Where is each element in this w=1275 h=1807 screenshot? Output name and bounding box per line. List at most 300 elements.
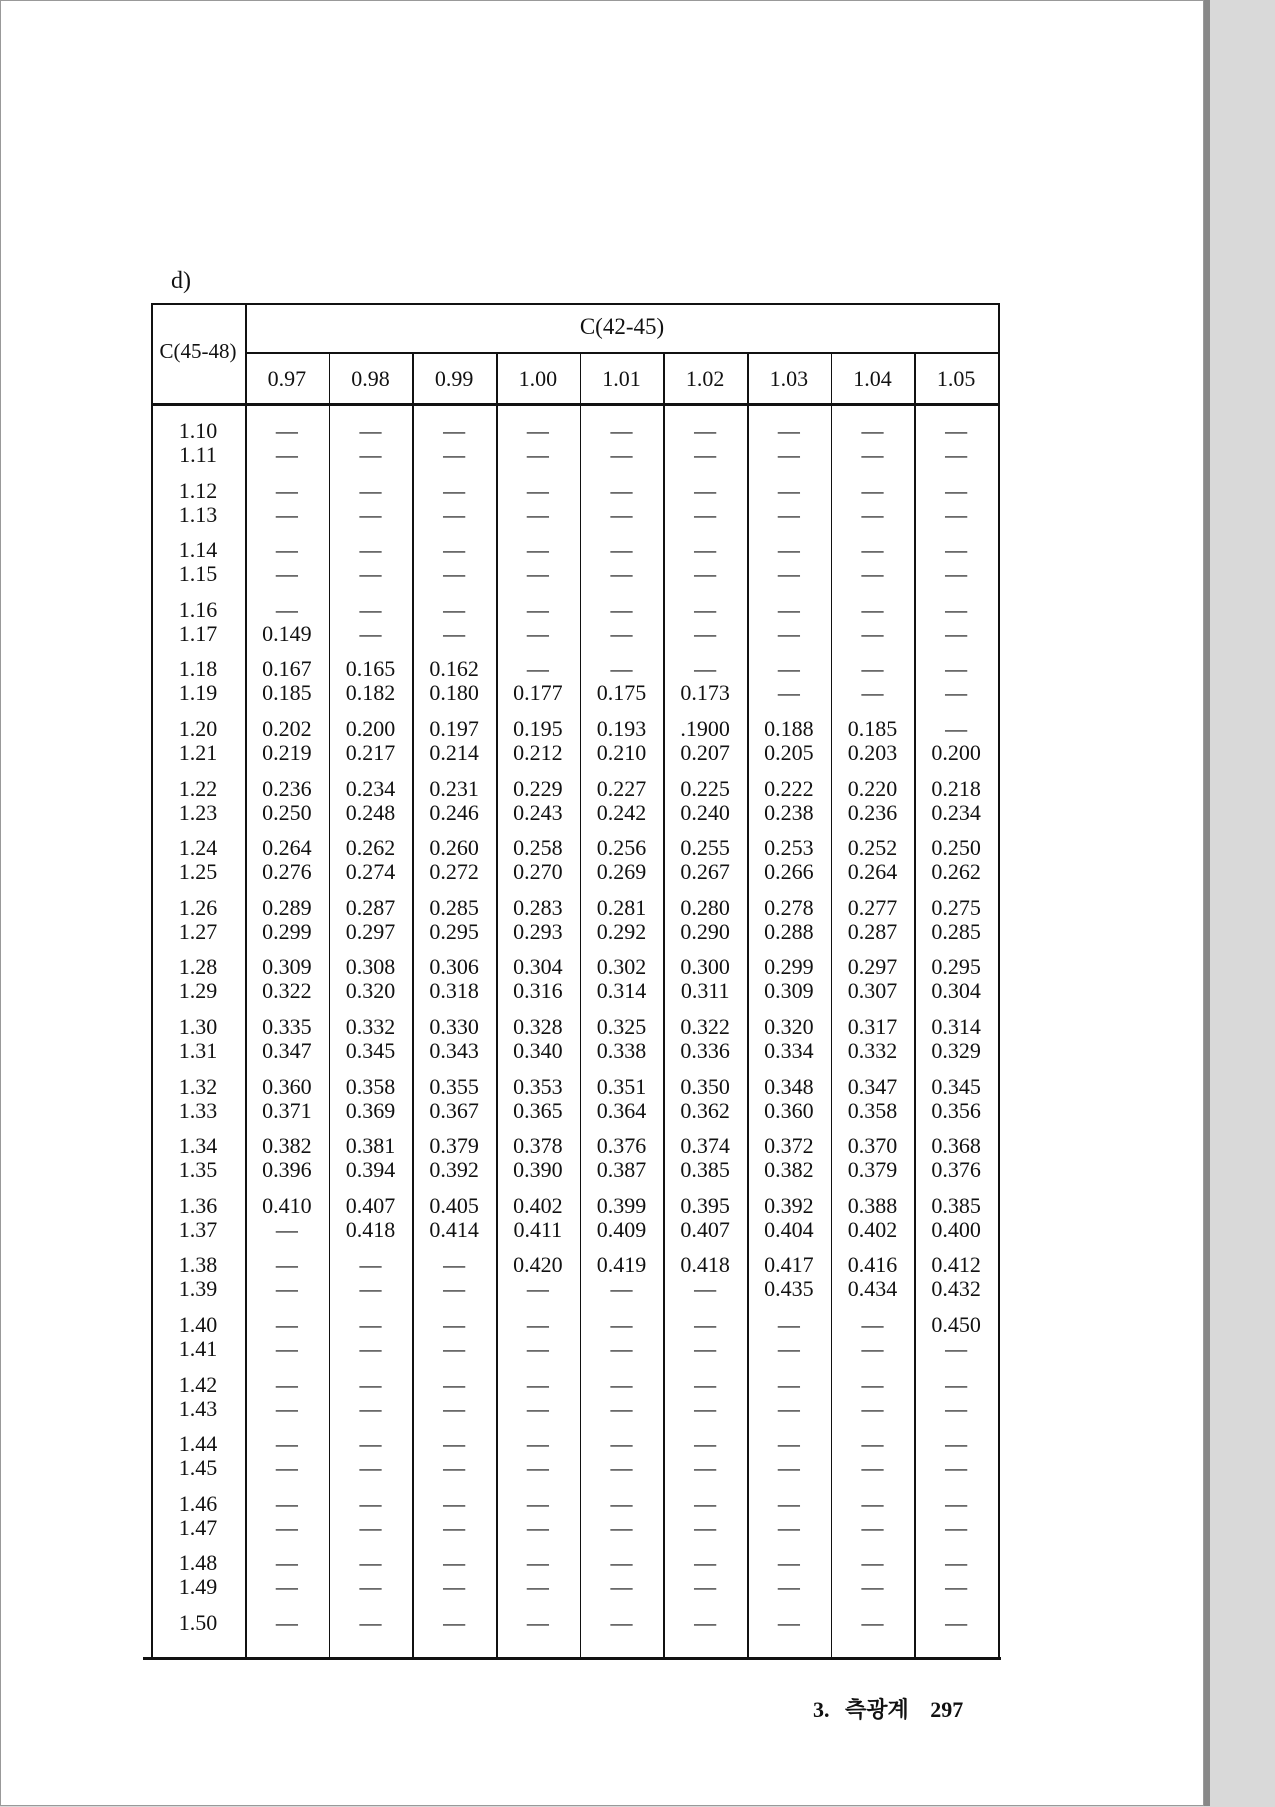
table-cell: — [526,1371,549,1397]
table-cell: 0.379 [429,1133,479,1159]
table-cell: 0.248 [345,799,396,825]
table-cell: 0.320 [764,1014,814,1039]
table-cell: — [777,1490,800,1516]
table-cell: — [945,501,968,527]
table-cell: 0.411 [513,1216,563,1242]
table-cell: 0.278 [764,894,814,920]
table-cell: 0.417 [764,1252,814,1278]
table-cell: 0.367 [429,1097,479,1123]
table-cell: 0.214 [429,740,479,765]
table-cell: 0.260 [429,835,479,861]
table-cell: 0.295 [931,954,981,980]
table-cell: — [861,1395,884,1421]
table-cell: — [694,561,717,587]
table-cell: 0.402 [847,1216,898,1242]
row-key: 1.33 [178,1097,218,1123]
table-cell: 0.381 [345,1133,396,1159]
table-cell: 0.193 [596,716,647,741]
table-cell: 0.309 [262,954,312,980]
table-cell: 0.262 [345,835,396,861]
table-cell: — [945,680,968,706]
table-cell: 0.317 [847,1014,898,1039]
table-cell: — [359,1514,382,1540]
row-key: 1.34 [178,1133,218,1159]
table-cell: 0.306 [429,954,479,980]
table-cell: — [610,537,633,563]
table-cell: — [359,442,382,467]
table-cell: — [275,1550,298,1576]
table-cell: — [945,1395,968,1421]
table-cell: 0.167 [262,656,312,682]
table-cell: — [777,1455,800,1481]
table-cell: — [443,620,466,646]
table-cell: 0.348 [764,1073,814,1099]
table-cell: — [777,596,800,622]
table-cell: 0.362 [680,1097,730,1123]
table-cell: — [777,1431,800,1457]
table-cell: — [777,620,800,646]
footer-section: 3. [813,1697,830,1722]
table-cell: — [694,656,717,682]
table-cell: 0.304 [513,954,563,980]
footer-chapter: 측광계 [845,1697,909,1722]
table-cell: — [526,537,549,563]
table-top-rule [151,303,999,305]
table-cell: 0.238 [764,799,814,825]
table-cell: — [610,477,633,503]
column-header: 1.01 [602,366,641,391]
table-cell: 0.345 [345,1038,396,1063]
table-cell: — [526,1276,549,1302]
column-header: 0.97 [267,366,307,391]
row-key: 1.20 [178,716,218,741]
table-cell: 0.372 [764,1133,814,1159]
table-cell: — [443,1276,466,1302]
table-cell: — [861,596,884,622]
table-cell: 0.332 [345,1014,396,1039]
table-bottom-rule [143,1657,1001,1660]
table-cell: — [443,1490,466,1516]
row-key: 1.17 [178,620,218,646]
table-cell: — [777,442,800,467]
table-cell: — [694,1312,717,1337]
table-cell: 0.322 [680,1014,730,1039]
table-cell: — [610,1574,633,1600]
row-key: 1.43 [178,1395,218,1421]
table-cell: — [610,1610,633,1635]
table-cell: — [275,418,298,443]
table-cell: — [443,1514,466,1540]
table-cell: — [526,1312,549,1337]
table-cell: 0.197 [429,716,479,741]
table-cell: — [861,620,884,646]
table-cell: 0.394 [345,1157,396,1183]
table-cell: — [275,1216,298,1242]
column-header: 0.99 [434,366,474,391]
table-cell: 0.304 [931,978,981,1004]
table-cell: 0.330 [429,1014,479,1039]
table-cell: 0.432 [931,1276,981,1302]
table-cell: — [526,1395,549,1421]
table-cell: — [861,418,884,443]
table-cell: 0.385 [931,1192,981,1218]
table-cell: — [694,1574,717,1600]
table-cell: 0.277 [847,894,898,920]
table-cell: 0.308 [345,954,396,980]
table-cell: — [359,1312,382,1337]
table-cell: — [945,716,968,741]
table-cell: — [610,418,633,443]
table-cell: 0.285 [931,918,981,944]
column-header: 1.02 [685,366,725,391]
table-cell: — [526,1431,549,1457]
table-cell: — [443,596,466,622]
table-cell: 0.173 [680,680,730,706]
table-cell: — [777,1610,800,1635]
table-cell: — [443,1550,466,1576]
table-cell: 0.243 [513,799,563,825]
table-cell: 0.399 [596,1192,647,1218]
table-cell: — [359,537,382,563]
table-cell: 0.246 [429,799,479,825]
table-cell: — [359,620,382,646]
table-cell: 0.203 [847,740,898,765]
table-cell: 0.336 [680,1038,730,1063]
table-cell: 0.180 [429,680,479,706]
table-cell: — [777,477,800,503]
table-cell: 0.287 [345,894,396,920]
table-cell: — [694,1514,717,1540]
table-cell: — [359,1336,382,1361]
table-cell: — [694,477,717,503]
table-cell: — [359,1276,382,1302]
table-cell: 0.335 [262,1014,312,1039]
table-cell: — [945,1455,968,1481]
table-cell: 0.250 [931,835,981,861]
row-key: 1.18 [178,656,218,682]
row-key: 1.21 [178,740,218,765]
table-cell: — [777,680,800,706]
table-cell: — [861,537,884,563]
table-cell: 0.343 [429,1038,479,1063]
table-cell: 0.407 [680,1216,730,1242]
row-key: 1.13 [178,501,218,527]
row-key: 1.48 [178,1550,218,1576]
table-cell: 0.350 [680,1073,730,1099]
table-cell: — [526,561,549,587]
row-key: 1.41 [178,1336,218,1361]
table-cell: 0.434 [847,1276,898,1302]
table-cell: — [443,1336,466,1361]
table-cell: — [275,1252,298,1278]
table-cell: 0.218 [931,775,981,801]
table-cell: — [945,1371,968,1397]
table-cell: 0.387 [596,1157,647,1183]
table-cell: — [610,1336,633,1361]
table-cell: 0.355 [429,1073,479,1099]
table-cell: 0.234 [931,799,981,825]
row-key: 1.38 [178,1252,218,1278]
column-header: 1.03 [769,366,809,391]
table-cell: — [443,418,466,443]
table-cell: 0.297 [847,954,898,980]
table-cell: — [861,1431,884,1457]
column-header: 1.05 [936,366,976,391]
table-cell: — [526,442,549,467]
table-cell: 0.316 [513,978,563,1004]
table-cell: 0.220 [847,775,898,801]
table-cell: 0.351 [596,1073,647,1099]
table-cell: 0.435 [764,1276,814,1302]
table-cell: 0.392 [429,1157,479,1183]
row-key: 1.47 [178,1514,218,1540]
table-cell: — [443,1395,466,1421]
row-key: 1.19 [178,680,218,706]
table-cell: 0.347 [847,1073,898,1099]
table-cell: — [443,1252,466,1278]
table-cell: 0.280 [680,894,730,920]
table-cell: 0.185 [847,716,898,741]
table-cell: — [945,1514,968,1540]
table-cell: 0.205 [764,740,814,765]
table-cell: 0.255 [680,835,730,861]
table-cell: 0.264 [847,859,898,885]
table-cell: — [945,418,968,443]
table-cell: — [861,1455,884,1481]
table-cell: — [443,1610,466,1635]
table-cell: — [945,1336,968,1361]
header-bottom-rule [151,403,999,406]
table-cell: — [526,501,549,527]
table-cell: — [610,1395,633,1421]
table-cell: — [275,1431,298,1457]
table-cell: — [275,442,298,467]
table-cell: — [777,1371,800,1397]
table-cell: — [359,477,382,503]
table-cell: 0.299 [764,954,814,980]
table-cell: 0.400 [931,1216,981,1242]
row-key: 1.46 [178,1490,218,1516]
row-key: 1.23 [178,799,218,825]
table-cell: 0.314 [931,1014,981,1039]
table-cell: — [777,1395,800,1421]
table-cell: 0.210 [596,740,647,765]
row-key: 1.28 [178,954,218,980]
table-cell: — [777,1312,800,1337]
row-key: 1.36 [178,1192,218,1218]
table-cell: 0.200 [931,740,981,765]
section-label: d) [171,268,191,294]
row-key: 1.27 [178,918,218,944]
table-cell: 0.285 [429,894,479,920]
table-cell: 0.414 [429,1216,479,1242]
table-cell: — [275,561,298,587]
table-cell: — [694,418,717,443]
row-key: 1.42 [178,1371,218,1397]
table-cell: — [275,1336,298,1361]
table-cell: 0.364 [596,1097,647,1123]
table-cell: — [359,501,382,527]
table-cell: — [443,1312,466,1337]
table-cell: — [861,1490,884,1516]
table-cell: — [443,1371,466,1397]
table-cell: 0.378 [513,1133,563,1159]
table-cell: — [777,1550,800,1576]
table-cell: 0.402 [513,1192,563,1218]
row-key: 1.31 [178,1038,218,1063]
column-group-header: C(42-45) [579,314,665,339]
table-cell: 0.371 [262,1097,312,1123]
table-cell: 0.420 [513,1252,563,1278]
table-cell: — [359,1431,382,1457]
table-cell: 0.297 [345,918,396,944]
table-cell: — [861,656,884,682]
table-cell: 0.229 [513,775,563,801]
table-cell: — [359,1574,382,1600]
table-right-border [998,303,1000,1659]
table-cell: — [694,1276,717,1302]
table-cell: — [610,561,633,587]
group-header-rule [245,352,999,354]
table-cell: 0.188 [764,716,814,741]
table-cell: — [861,1550,884,1576]
table-cell: — [275,1371,298,1397]
table-cell: — [443,1455,466,1481]
table-cell: 0.262 [931,859,981,885]
table-cell: — [275,1574,298,1600]
table-cell: 0.396 [262,1157,312,1183]
table-cell: — [945,561,968,587]
table-cell: 0.236 [847,799,898,825]
table-cell: — [777,1336,800,1361]
table-cell: 0.318 [429,978,479,1004]
table-cell: 0.412 [931,1252,981,1278]
table-cell: — [694,1371,717,1397]
table-cell: 0.418 [680,1252,730,1278]
table-cell: 0.240 [680,799,730,825]
page-number: 297 [930,1697,964,1722]
table-cell: — [610,501,633,527]
table-cell: .1900 [680,716,730,741]
table-cell: 0.231 [429,775,479,801]
table-cell: — [861,501,884,527]
table-cell: 0.307 [847,978,898,1004]
table-cell: 0.358 [847,1097,898,1123]
table-cell: — [526,418,549,443]
table-cell: 0.165 [345,656,396,682]
table-cell: — [359,1550,382,1576]
table-cell: — [861,1312,884,1337]
table-cell: 0.390 [513,1157,563,1183]
table-cell: — [777,561,800,587]
table-cell: — [945,442,968,467]
table-cell: 0.253 [764,835,814,861]
table-cell: — [694,1550,717,1576]
page-footer [813,1693,963,1724]
table-cell: 0.374 [680,1133,730,1159]
table-cell: 0.340 [513,1038,563,1063]
table-cell: 0.258 [513,835,563,861]
table-cell: — [694,1610,717,1635]
table-cell: — [777,418,800,443]
table-cell: — [945,537,968,563]
table-cell: 0.269 [596,859,647,885]
table-cell: — [777,656,800,682]
table-cell: — [694,620,717,646]
table-cell: — [359,1395,382,1421]
table-cell: — [861,1514,884,1540]
table-cell: — [945,656,968,682]
table-cell: — [945,477,968,503]
table-cell: — [945,596,968,622]
table-cell: 0.217 [345,740,396,765]
table-cell: — [610,656,633,682]
row-key: 1.49 [178,1574,218,1600]
table-cell: — [610,442,633,467]
table-cell: 0.376 [596,1133,647,1159]
table-cell: 0.385 [680,1157,730,1183]
row-key: 1.45 [178,1455,218,1481]
table-cell: — [359,596,382,622]
table-cell: 0.320 [345,978,396,1004]
table-cell: — [861,680,884,706]
table-cell: 0.274 [345,859,396,885]
table-cell: 0.369 [345,1097,396,1123]
table-cell: 0.409 [596,1216,647,1242]
table-cell: — [945,620,968,646]
table-cell: — [945,1610,968,1635]
table-cell: — [861,1610,884,1635]
column-header: 1.04 [853,366,892,391]
table-cell: 0.382 [764,1157,814,1183]
table-cell: — [275,537,298,563]
table-cell: — [359,1252,382,1278]
table-cell: — [610,1312,633,1337]
table-cell: 0.379 [847,1157,898,1183]
table-cell: 0.299 [262,918,312,944]
table-cell: — [359,1490,382,1516]
table-cell: — [359,1455,382,1481]
row-key: 1.11 [179,442,217,467]
table-cell: — [861,1574,884,1600]
table-cell: — [610,1490,633,1516]
table-cell: — [526,1574,549,1600]
table-cell: — [359,561,382,587]
table-cell: 0.276 [262,859,312,885]
table-cell: — [359,1610,382,1635]
table-cell: 0.289 [262,894,312,920]
table-cell: — [861,477,884,503]
column-header: 0.98 [351,366,390,391]
table-cell: — [443,1574,466,1600]
table-cell: — [861,1336,884,1361]
table-cell: 0.252 [847,835,898,861]
table-cell: 0.302 [596,954,647,980]
table-cell: 0.182 [345,680,396,706]
table-cell: 0.242 [596,799,647,825]
row-key: 1.35 [178,1157,218,1183]
table-cell: 0.376 [931,1157,981,1183]
row-key: 1.24 [178,835,218,861]
table-cell: — [610,596,633,622]
table-cell: 0.202 [262,716,312,741]
table-cell: — [610,1276,633,1302]
table-cell: — [443,442,466,467]
table-cell: — [694,1490,717,1516]
table-cell: — [610,1455,633,1481]
table-cell: 0.293 [513,918,563,944]
row-key: 1.39 [178,1276,218,1302]
